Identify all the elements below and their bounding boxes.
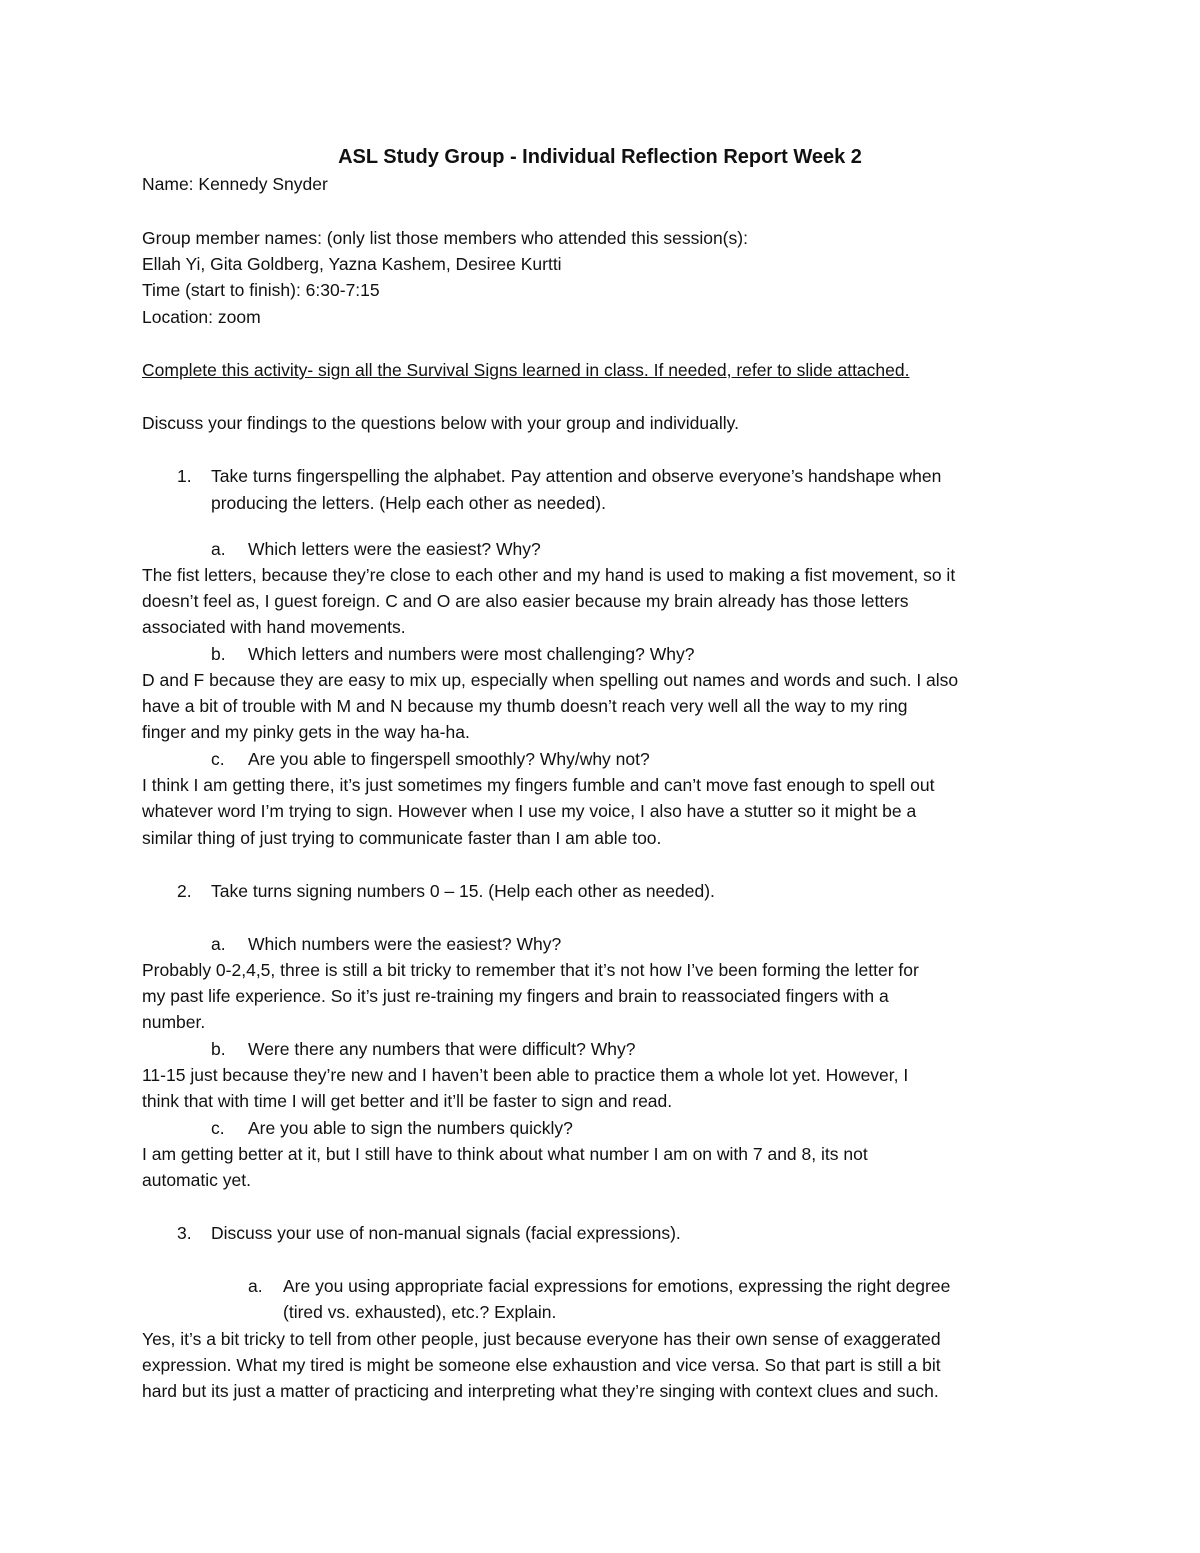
answer-1a-line: doesn’t feel as, I guest foreign. C and O are also easier because my brain already has those letters [142, 591, 909, 611]
question-3a-letter: a. [248, 1276, 263, 1296]
name-line: Name: Kennedy Snyder [142, 174, 328, 194]
answer-1c-line: similar thing of just trying to communicate faster than I am able too. [142, 828, 662, 848]
members-list: Ellah Yi, Gita Goldberg, Yazna Kashem, Desiree Kurtti [142, 254, 562, 274]
question-2b-text: Were there any numbers that were difficult? Why? [248, 1039, 636, 1059]
question-1-text-line: Take turns fingerspelling the alphabet. Pay attention and observe everyone’s handshape when [211, 466, 942, 486]
question-2a-letter: a. [211, 934, 226, 954]
answer-3a-line: hard but its just a matter of practicing and interpreting what they’re singing with context clues and such. [142, 1381, 939, 1401]
question-2-number: 2. [177, 881, 192, 901]
question-2c-letter: c. [211, 1118, 225, 1138]
answer-1b-line: D and F because they are easy to mix up, especially when spelling out names and words and such. I also [142, 670, 959, 690]
question-2a-text: Which numbers were the easiest? Why? [248, 934, 562, 954]
answer-2a-line: Probably 0-2,4,5, three is still a bit tricky to remember that it’s not how I’ve been forming the letter for [142, 960, 919, 980]
document-title: ASL Study Group - Individual Reflection Report Week 2 [338, 146, 862, 168]
activity-instruction: Complete this activity- sign all the Survival Signs learned in class. If needed, refer to slide attached. [142, 360, 910, 380]
question-3-text: Discuss your use of non-manual signals (facial expressions). [211, 1223, 681, 1243]
answer-2b-line: think that with time I will get better and it’ll be faster to sign and read. [142, 1091, 673, 1111]
question-1c-letter: c. [211, 749, 225, 769]
location-line: Location: zoom [142, 307, 261, 327]
answer-1c-line: I think I am getting there, it’s just sometimes my fingers fumble and can’t move fast enough to spell out [142, 775, 935, 795]
question-3-number: 3. [177, 1223, 192, 1243]
answer-2b-line: 11-15 just because they’re new and I haven’t been able to practice them a whole lot yet. However, I [142, 1065, 909, 1085]
discuss-instruction: Discuss your findings to the questions below with your group and individually. [142, 413, 739, 433]
answer-3a-line: expression. What my tired is might be someone else exhaustion and vice versa. So that part is still a bit [142, 1355, 941, 1375]
answer-2c-line: I am getting better at it, but I still have to think about what number I am on with 7 and 8, its not [142, 1144, 868, 1164]
members-label: Group member names: (only list those members who attended this session(s): [142, 228, 748, 248]
question-1a-letter: a. [211, 539, 226, 559]
question-2-text: Take turns signing numbers 0 – 15. (Help each other as needed). [211, 881, 715, 901]
question-1-number: 1. [177, 466, 192, 486]
question-2b-letter: b. [211, 1039, 226, 1059]
question-1c-text: Are you able to fingerspell smoothly? Why/why not? [248, 749, 650, 769]
answer-2c-line: automatic yet. [142, 1170, 251, 1190]
question-1b-letter: b. [211, 644, 226, 664]
answer-2a-line: my past life experience. So it’s just re-training my fingers and brain to reassociated fingers with a [142, 986, 889, 1006]
question-1b-text: Which letters and numbers were most challenging? Why? [248, 644, 695, 664]
answer-3a-line: Yes, it’s a bit tricky to tell from other people, just because everyone has their own sense of exaggerated [142, 1329, 941, 1349]
question-2c-text: Are you able to sign the numbers quickly? [248, 1118, 573, 1138]
answer-1b-line: have a bit of trouble with M and N because my thumb doesn’t reach very well all the way to my ring [142, 696, 908, 716]
answer-1a-line: associated with hand movements. [142, 617, 406, 637]
question-1-text-line: producing the letters. (Help each other as needed). [211, 493, 606, 513]
answer-1b-line: finger and my pinky gets in the way ha-ha. [142, 722, 470, 742]
question-3a-text-line: (tired vs. exhausted), etc.? Explain. [283, 1302, 557, 1322]
question-1a-text: Which letters were the easiest? Why? [248, 539, 541, 559]
answer-1c-line: whatever word I’m trying to sign. However when I use my voice, I also have a stutter so it might be a [142, 801, 917, 821]
time-line: Time (start to finish): 6:30-7:15 [142, 280, 380, 300]
answer-1a-line: The fist letters, because they’re close to each other and my hand is used to making a fist movement, so it [142, 565, 956, 585]
answer-2a-line: number. [142, 1012, 206, 1032]
question-3a-text-line: Are you using appropriate facial expressions for emotions, expressing the right degree [283, 1276, 951, 1296]
